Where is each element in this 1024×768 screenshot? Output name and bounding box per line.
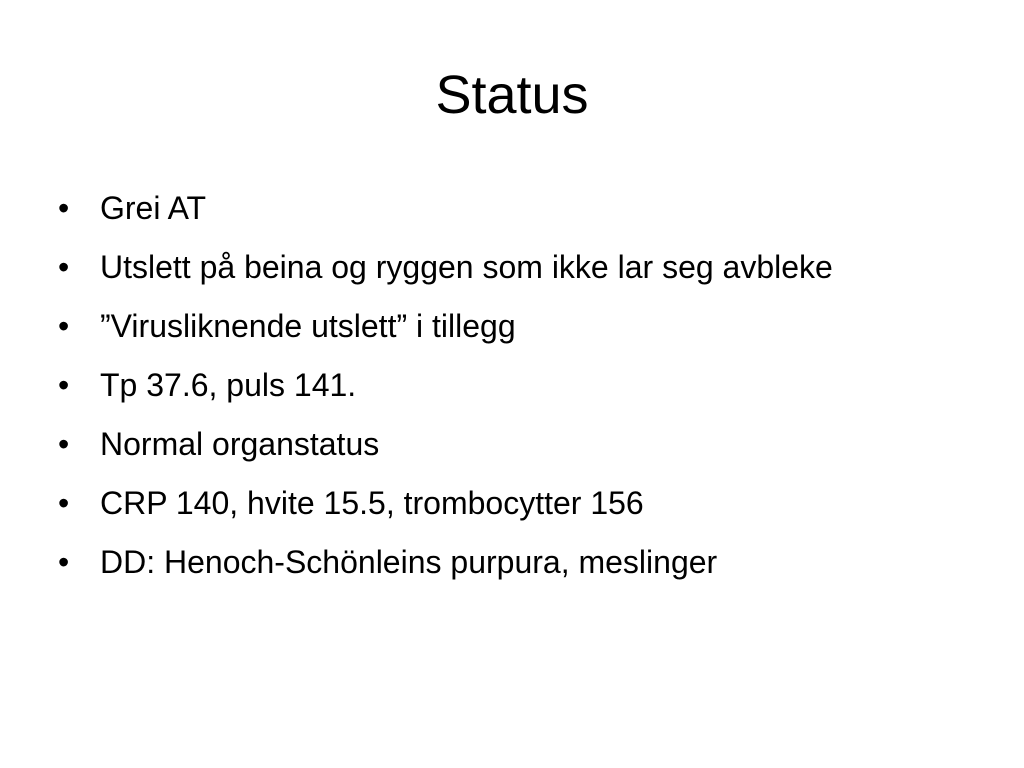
bullet-item-vitals: [58, 363, 958, 407]
bullet-list: [58, 186, 958, 599]
bullet-icon: •: [58, 308, 70, 344]
bullet-text: Normal organstatus: [100, 426, 380, 462]
bullet-text: Utslett på beina og ryggen som ikke lar seg avbleke: [100, 249, 833, 285]
bullet-item-lab-values: [58, 481, 958, 525]
bullet-text: Tp 37.6, puls 141.: [100, 367, 357, 403]
bullet-item-grei-at: [58, 186, 958, 230]
bullet-item-utslett: [58, 245, 860, 289]
bullet-icon: •: [58, 367, 70, 403]
bullet-item-organstatus: [58, 422, 958, 466]
bullet-text: ”Virusliknende utslett” i tillegg: [100, 308, 516, 344]
bullet-icon: •: [58, 544, 70, 580]
bullet-icon: •: [58, 426, 70, 462]
bullet-icon: •: [58, 485, 70, 521]
bullet-text: DD: Henoch-Schönleins purpura, meslinger: [100, 544, 718, 580]
bullet-item-virusliknende: [58, 304, 958, 348]
slide-title: Status: [435, 65, 589, 125]
bullet-icon: •: [58, 190, 70, 226]
bullet-item-differential-diagnosis: [58, 540, 958, 584]
bullet-icon: •: [58, 249, 70, 285]
bullet-text: Grei AT: [100, 190, 207, 226]
bullet-text: CRP 140, hvite 15.5, trombocytter 156: [100, 485, 644, 521]
